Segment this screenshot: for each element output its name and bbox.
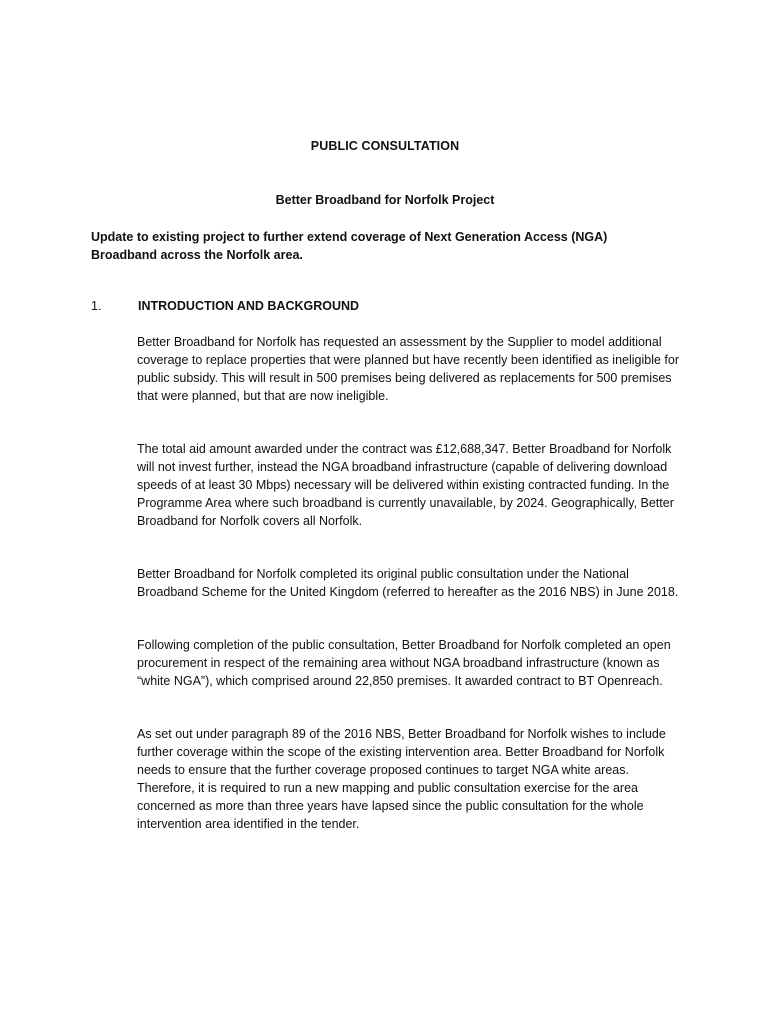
- update-heading: Update to existing project to further extend coverage of Next Generation Access (NGA) Broadband across the Norfolk area.: [91, 230, 608, 262]
- document-title: PUBLIC CONSULTATION: [310, 139, 460, 153]
- paragraph-assessment: Better Broadband for Norfolk has requested an assessment by the Supplier to model additional coverage to replace properties that were planned but have recently been identified as ineligible for public subsidy. This will result in 500 premises being delivered as replacements for 500 premises that were planned, but that are now ineligible.: [137, 335, 680, 403]
- section-heading: INTRODUCTION AND BACKGROUND: [138, 299, 360, 313]
- section-number: 1.: [91, 299, 102, 313]
- paragraph-procurement: Following completion of the public consultation, Better Broadband for Norfolk completed an open procurement in respect of the remaining area without NGA broadband infrastructure (known as “white NGA”), which comprised around 22,850 premises. It awarded contract to BT Openreach.: [137, 638, 671, 688]
- paragraph-original-consultation: Better Broadband for Norfolk completed its original public consultation under the National Broadband Scheme for the United Kingdom (referred to hereafter as the 2016 NBS) in June 2018.: [137, 567, 679, 599]
- paragraph-further-coverage: As set out under paragraph 89 of the 2016 NBS, Better Broadband for Norfolk wishes to include further coverage within the scope of the existing intervention area. Better Broadband for Norfolk needs to ensure that the further coverage proposed continues to target NGA white areas. Therefore, it is required to run a new mapping and public consultation exercise for the area concerned as more than three years have lapsed since the public consultation for the whole intervention area identified in the tender.: [137, 727, 666, 831]
- project-title: Better Broadband for Norfolk Project: [275, 193, 495, 207]
- paragraph-aid-amount: The total aid amount awarded under the contract was £12,688,347. Better Broadband for Norfolk will not invest further, instead the NGA broadband infrastructure (capable of delivering download speeds of at least 30 Mbps) necessary will be delivered within existing contracted funding. In the Programme Area where such broadband is currently unavailable, by 2024. Geographically, Better Broadband for Norfolk covers all Norfolk.: [137, 442, 674, 528]
